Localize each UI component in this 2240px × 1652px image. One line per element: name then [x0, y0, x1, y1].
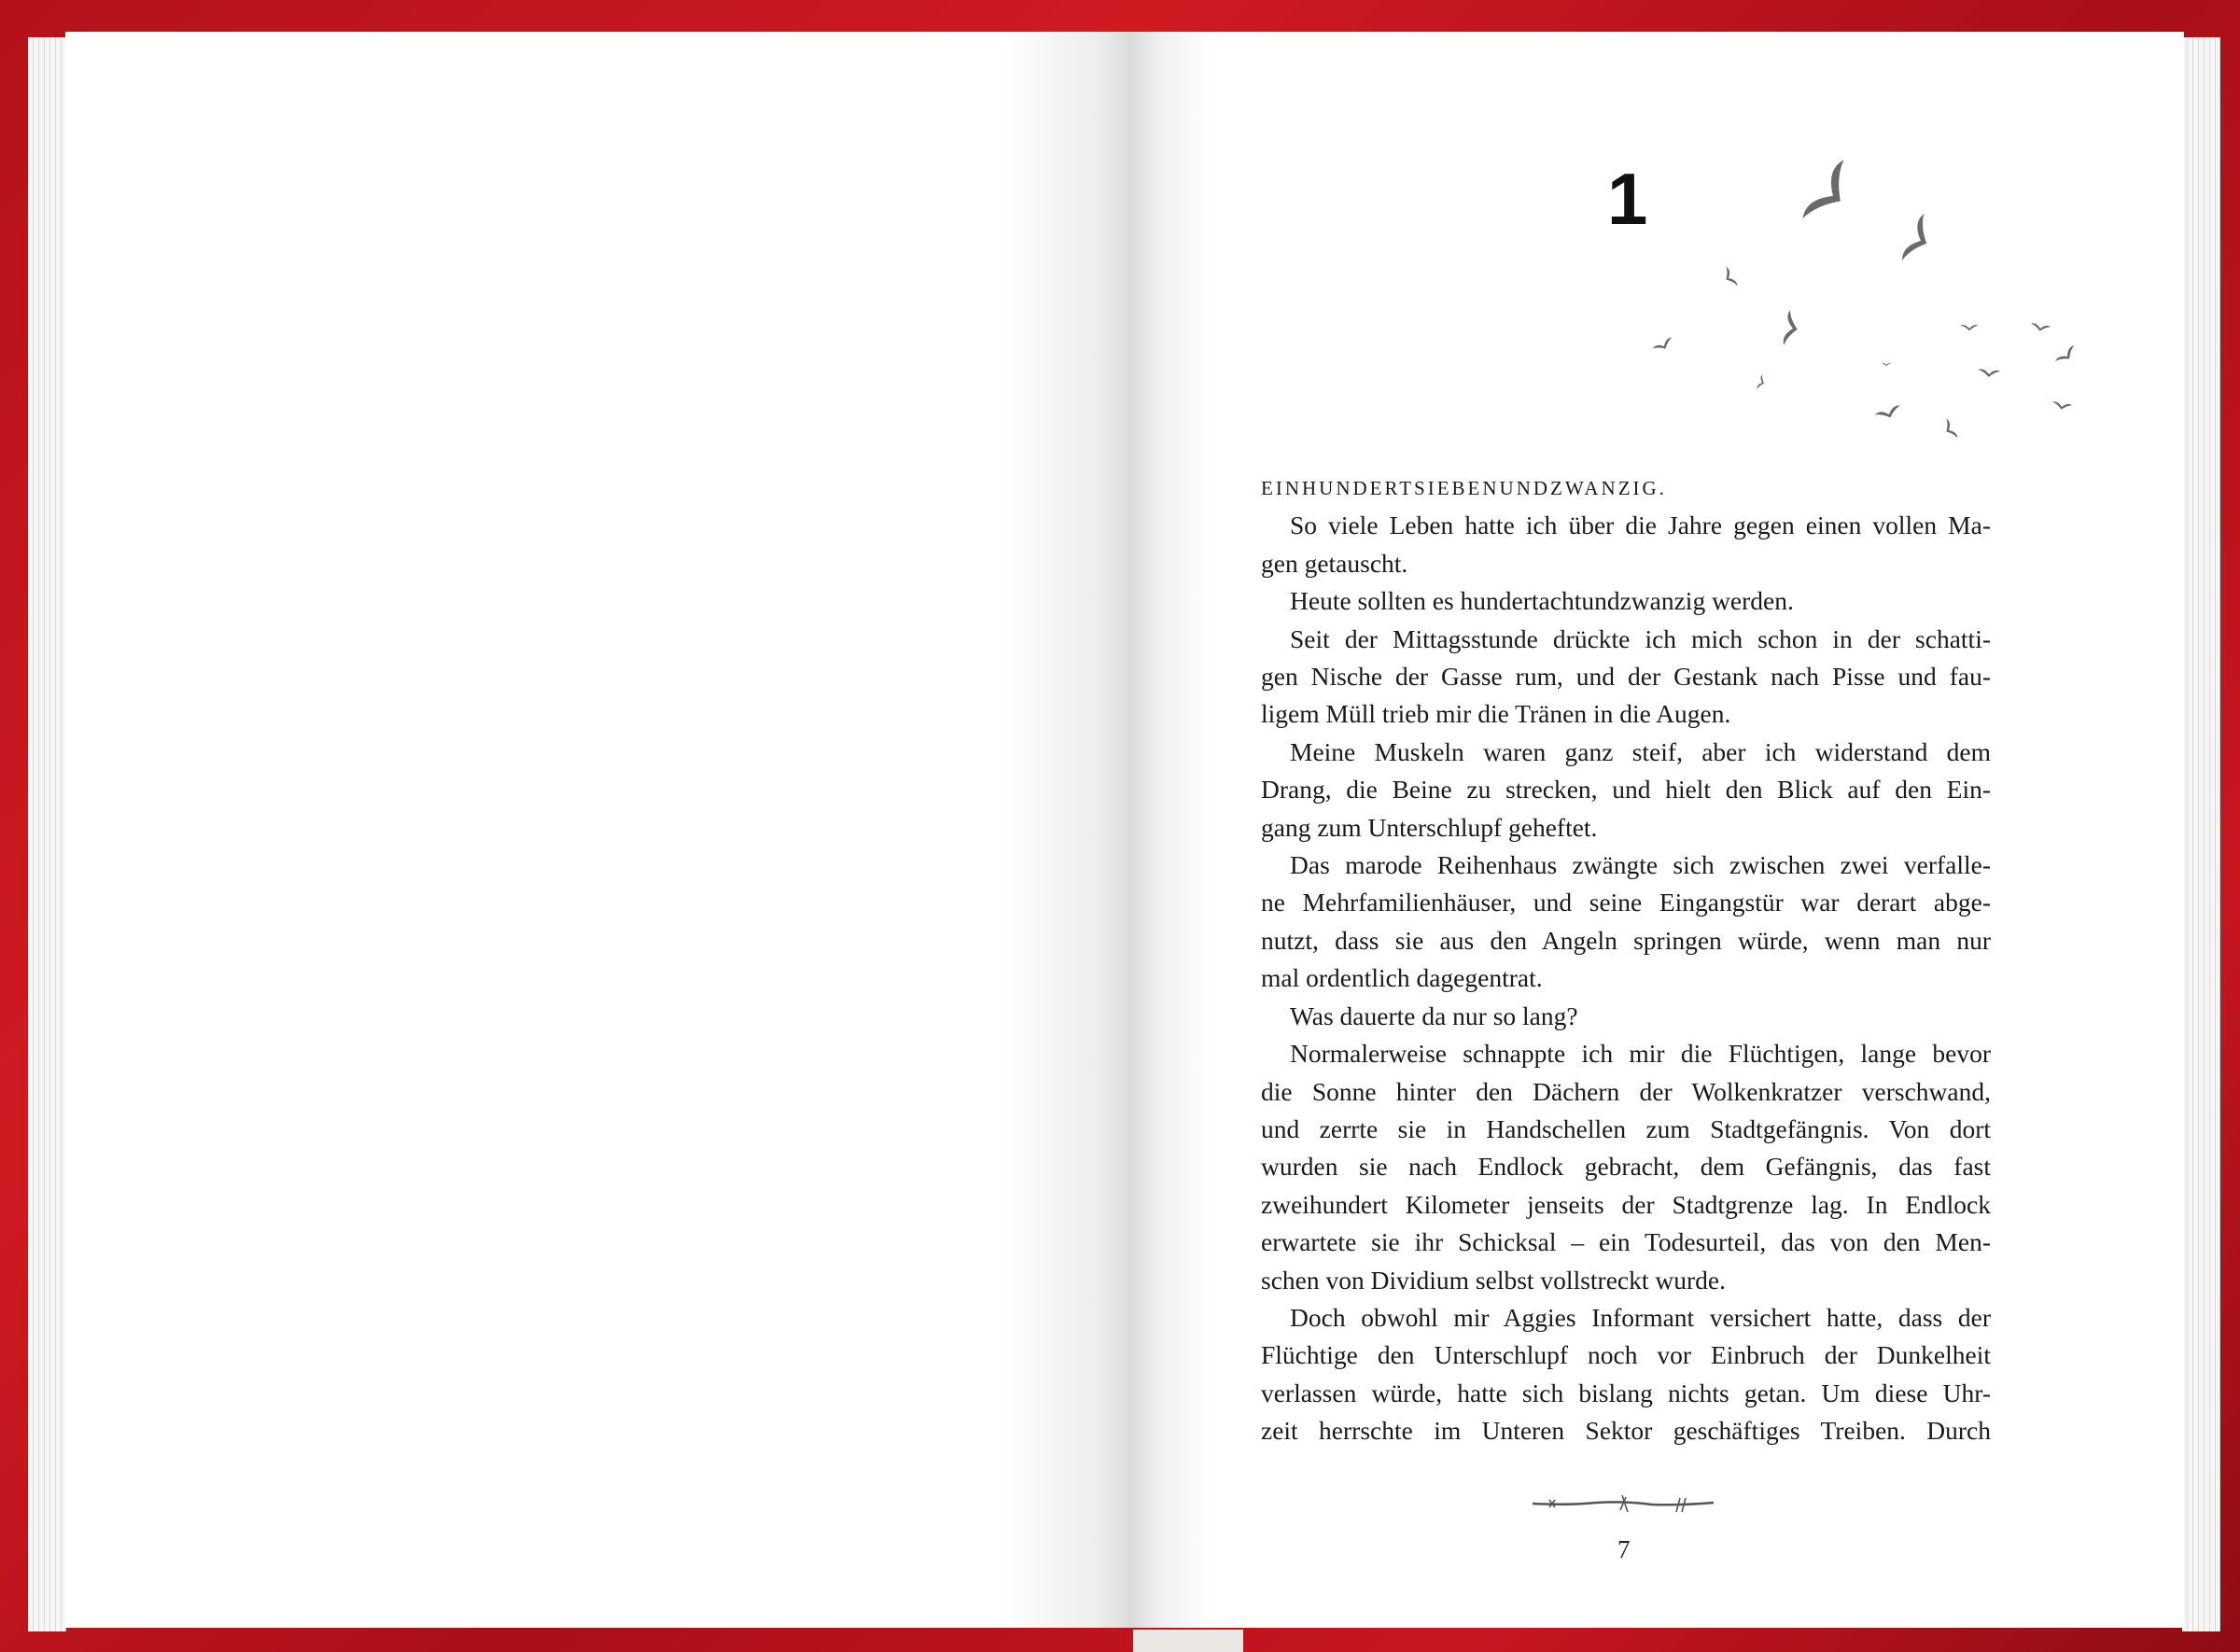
text-line: nutzt, dass sie aus den Angeln springen würde, wenn man nur — [1261, 925, 1991, 955]
text-line: mal ordentlich dagegentrat. — [1261, 963, 1543, 993]
right-page-edges — [2182, 37, 2220, 1631]
chapter-number: 1 — [1607, 158, 1648, 240]
text-line: wurden sie nach Endlock gebracht, dem Gefängnis, das fast — [1261, 1152, 1991, 1182]
text-line: und zerrte sie in Handschellen zum Stadtgefängnis. Von dort — [1261, 1113, 1991, 1143]
text-line: So viele Leben hatte ich über die Jahre gegen einen vollen Ma- — [1290, 511, 1991, 540]
text-line: ligem Müll trieb mir die Tränen in die Augen. — [1261, 699, 1731, 729]
barbed-wire-ornament-icon — [1531, 1493, 1717, 1514]
text-line: verlassen würde, hatte sich bislang nichts getan. Um diese Uhr- — [1261, 1378, 1991, 1407]
text-line: gen getauscht. — [1261, 548, 1408, 578]
text-line: Flüchtige den Unterschlupf noch vor Einbruch der Dunkelheit — [1261, 1340, 1991, 1370]
text-line: Seit der Mittagsstunde drückte ich mich schon in der schatti- — [1290, 623, 1991, 653]
text-line: Heute sollten es hundertachtundzwanzig werden. — [1290, 586, 1794, 616]
text-line: zeit herrschte im Unteren Sektor geschäftiges Treiben. Durch — [1261, 1416, 1991, 1446]
text-line: zweihundert Kilometer jenseits der Stadtgrenze lag. In Endlock — [1261, 1189, 1991, 1219]
text-line: gang zum Unterschlupf geheftet. — [1261, 812, 1598, 842]
text-line: die Sonne hinter den Dächern der Wolkenkratzer verschwand, — [1261, 1076, 1991, 1106]
text-line: gen Nische der Gasse rum, und der Gestank nach Pisse und fau- — [1261, 662, 1991, 692]
left-page-blank — [65, 32, 1129, 1628]
chapter-opening-word: EINHUNDERTSIEBENUNDZWANZIG. — [1261, 477, 1667, 499]
bookmark-ribbon — [1133, 1630, 1243, 1652]
text-line: ne Mehrfamilienhäuser, und seine Eingangstür war derart abge- — [1261, 888, 1991, 917]
text-line: Meine Muskeln waren ganz steif, aber ich widerstand dem — [1290, 736, 1991, 766]
text-line: Normalerweise schnappte ich mir die Flüchtigen, lange bevor — [1290, 1039, 1991, 1069]
text-line: Drang, die Beine zu strecken, und hielt den Blick auf den Ein- — [1261, 775, 1991, 805]
chapter-text — [1261, 469, 1991, 1450]
left-page-edges — [28, 37, 66, 1631]
text-line: Doch obwohl mir Aggies Informant versichert hatte, dass der — [1290, 1302, 1991, 1332]
text-line: schen von Dividium selbst vollstreckt wurde. — [1261, 1265, 1726, 1295]
text-line: Das marode Reihenhaus zwängte sich zwischen zwei verfalle- — [1290, 850, 1991, 880]
text-line: erwartete sie ihr Schicksal – ein Todesurteil, das von den Men- — [1261, 1227, 1991, 1257]
text-line: Was dauerte da nur so lang? — [1290, 1001, 1578, 1030]
page-number: 7 — [1617, 1535, 1631, 1563]
